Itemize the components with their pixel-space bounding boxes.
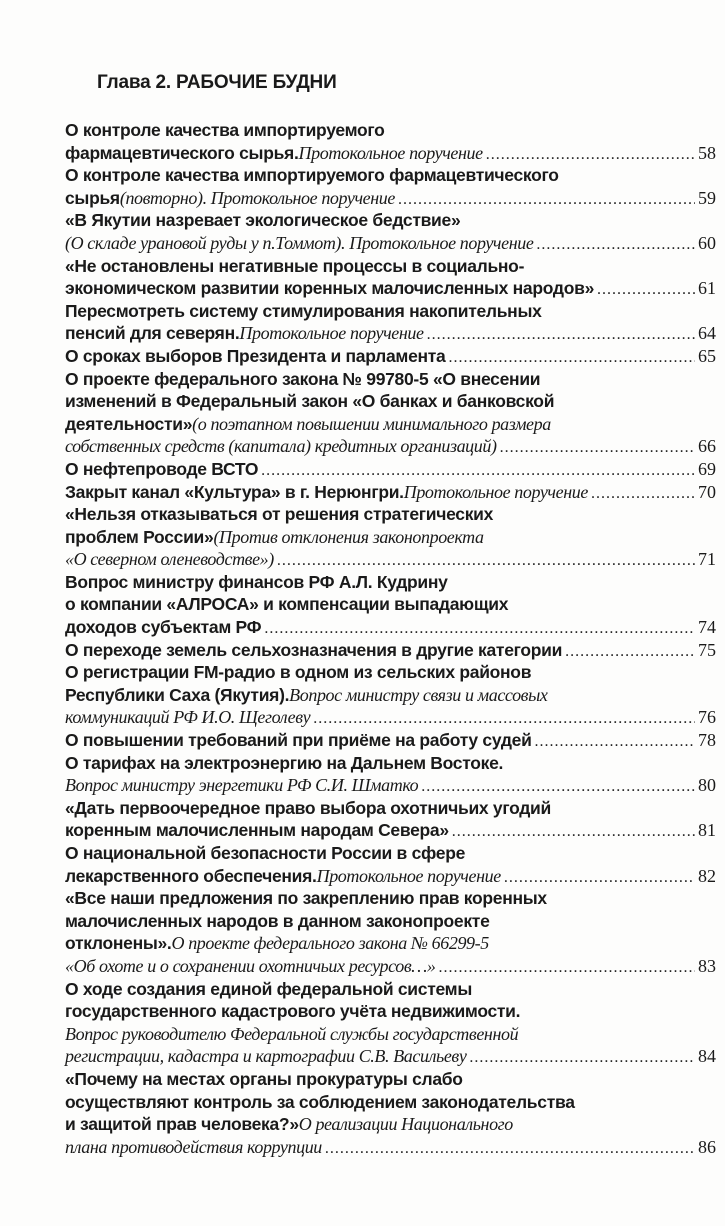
toc-entry-line xyxy=(65,910,716,933)
entry-title-text: осуществляют контроль за соблюдением законодательства xyxy=(65,1091,575,1112)
toc-entry-line xyxy=(65,1023,716,1046)
dot-leader xyxy=(313,708,695,731)
toc-entry-line xyxy=(65,842,716,865)
toc-entry[interactable] xyxy=(65,797,716,842)
dot-leader xyxy=(325,1138,695,1161)
toc-entry-line xyxy=(65,390,716,413)
toc-entry-line xyxy=(65,458,716,481)
toc-entry[interactable] xyxy=(65,639,716,662)
entry-title-text: О повышении требований при приёме на работу судей xyxy=(65,730,532,751)
toc-entry-line xyxy=(65,819,716,842)
dot-leader xyxy=(597,279,695,302)
toc-entry-line xyxy=(65,639,716,662)
entry-title-text: пенсий для северян. xyxy=(65,323,240,344)
toc-entry-line xyxy=(65,142,716,165)
toc-entry[interactable] xyxy=(65,503,716,571)
toc-entry-line xyxy=(65,774,716,797)
entry-note-text: регистрации, кадастра и картографии С.В. Васильеву xyxy=(65,1046,467,1067)
dot-leader xyxy=(277,550,695,573)
entry-title-text: фармацевтического сырья. xyxy=(65,142,299,163)
toc-entry[interactable] xyxy=(65,255,716,300)
entry-title-text: «В Якутии назревает экологическое бедствие» xyxy=(65,210,461,231)
dot-leader xyxy=(264,618,695,641)
toc-entry-line xyxy=(65,684,716,707)
toc-entry[interactable] xyxy=(65,661,716,729)
entry-title-text: о компании «АЛРОСА» и компенсации выпадающих xyxy=(65,594,509,615)
page-number: 59 xyxy=(698,187,716,208)
toc-entry-line xyxy=(65,277,716,300)
page-number: 75 xyxy=(698,639,716,660)
toc-entry-line xyxy=(65,1045,716,1068)
toc-entry[interactable] xyxy=(65,842,716,887)
entry-title-text: изменений в Федеральный закон «О банках и банковской xyxy=(65,391,555,412)
entry-note-text: Протокольное поручение xyxy=(239,323,424,344)
entry-note-text: Протокольное поручение xyxy=(316,865,501,886)
toc-entry[interactable] xyxy=(65,1068,716,1158)
entry-title-text: О нефтепроводе ВСТО xyxy=(65,458,259,479)
page-number: 78 xyxy=(698,730,716,751)
entry-title-text: Пересмотреть систему стимулирования накопительных xyxy=(65,300,542,321)
entry-title-text: деятельности» xyxy=(65,413,193,434)
toc-entry-line xyxy=(65,1136,716,1159)
entry-note-text: О проекте федерального закона № 66299-5 xyxy=(171,933,489,954)
toc-entry-line xyxy=(65,571,716,594)
page-number: 81 xyxy=(698,820,716,841)
toc-entry-line xyxy=(65,209,716,232)
toc-entry-line xyxy=(65,932,716,955)
entry-title-text: «Нельзя отказываться от решения стратегических xyxy=(65,504,494,525)
page-number: 80 xyxy=(698,775,716,796)
toc-entry-line xyxy=(65,526,716,549)
entry-note-text: собственных средств (капитала) кредитных организаций) xyxy=(65,436,497,457)
dot-leader xyxy=(591,483,695,506)
entry-title-text: «Не остановлены негативные процессы в социально- xyxy=(65,255,525,276)
toc-entry-line xyxy=(65,865,716,888)
entry-title-text: Закрыт канал «Культура» в г. Нерюнгри. xyxy=(65,481,404,502)
page-number: 70 xyxy=(698,481,716,502)
entry-title-text: «Все наши предложения по закреплению прав коренных xyxy=(65,888,547,909)
dot-leader xyxy=(500,437,695,460)
entry-title-text: «Дать первоочередное право выбора охотничьих угодий xyxy=(65,797,551,818)
toc-entry-line xyxy=(65,978,716,1001)
toc-entry-line xyxy=(65,616,716,639)
entry-note-text: «О северном оленеводстве») xyxy=(65,549,274,570)
table-of-contents xyxy=(65,119,716,1158)
entry-note-text: Протокольное поручение xyxy=(298,142,483,163)
entry-note-text: Вопрос министру связи и массовых xyxy=(289,684,548,705)
page-number: 65 xyxy=(698,345,716,366)
dot-leader xyxy=(427,324,695,347)
toc-entry-line xyxy=(65,413,716,436)
toc-entry[interactable] xyxy=(65,345,716,368)
entry-title-text: О проекте федерального закона № 99780-5 «О внесении xyxy=(65,368,541,389)
toc-entry[interactable] xyxy=(65,209,716,254)
entry-title-text: сырья xyxy=(65,187,120,208)
toc-entry-line xyxy=(65,187,716,210)
toc-entry-line xyxy=(65,345,716,368)
entry-title-text: О сроках выборов Президента и парламента xyxy=(65,345,446,366)
entry-title-text: проблем России» xyxy=(65,526,214,547)
entry-title-text: О национальной безопасности России в сфере xyxy=(65,843,466,863)
toc-entry-line xyxy=(65,548,716,571)
entry-note-text: плана противодействия коррупции xyxy=(65,1136,322,1157)
toc-entry-line xyxy=(65,255,716,278)
entry-note-text: коммуникаций РФ И.О. Щеголеву xyxy=(65,707,311,728)
dot-leader xyxy=(452,821,695,844)
toc-entry[interactable] xyxy=(65,458,716,481)
dot-leader xyxy=(421,776,695,799)
entry-note-text: «Об охоте и о сохранении охотничьих ресурсов…» xyxy=(65,955,436,976)
entry-title-text: государственного кадастрового учёта недвижимости. xyxy=(65,1001,521,1022)
toc-entry-line xyxy=(65,797,716,820)
toc-entry-line xyxy=(65,481,716,504)
page-number: 86 xyxy=(698,1136,716,1157)
toc-entry-line xyxy=(65,300,716,323)
dot-leader xyxy=(398,189,695,212)
entry-note-text: О реализации Национального xyxy=(298,1114,513,1135)
toc-entry[interactable] xyxy=(65,887,716,977)
toc-entry-line xyxy=(65,322,716,345)
toc-entry-line xyxy=(65,119,716,142)
dot-leader xyxy=(535,731,695,754)
toc-entry[interactable] xyxy=(65,752,716,797)
entry-title-text: О переходе земель сельхозназначения в другие категории xyxy=(65,639,563,660)
dot-leader xyxy=(536,234,695,257)
toc-entry-line xyxy=(65,887,716,910)
page-number: 64 xyxy=(698,323,716,344)
toc-entry-line xyxy=(65,729,716,752)
entry-title-text: О контроле качества импортируемого фармацевтического xyxy=(65,165,559,186)
entry-title-text: отклонены». xyxy=(65,933,172,954)
entry-title-text: экономическом развитии коренных малочисленных народов» xyxy=(65,278,595,299)
entry-title-text: О тарифах на электроэнергию на Дальнем Востоке. xyxy=(65,752,504,773)
dot-leader xyxy=(504,867,695,890)
page-number: 76 xyxy=(698,707,716,728)
toc-entry-line xyxy=(65,503,716,526)
page-number: 71 xyxy=(698,549,716,570)
toc-entry-line xyxy=(65,593,716,616)
chapter-heading: Глава 2. РАБОЧИЕ БУДНИ xyxy=(97,72,337,93)
entry-note-text: (повторно). Протокольное поручение xyxy=(119,187,395,208)
entry-title-text: лекарственного обеспечения. xyxy=(65,865,317,886)
toc-entry[interactable] xyxy=(65,729,716,752)
page-number: 61 xyxy=(698,278,716,299)
toc-entry-line xyxy=(65,1091,716,1114)
dot-leader xyxy=(469,1047,695,1070)
toc-entry[interactable] xyxy=(65,300,716,345)
page-number: 84 xyxy=(698,1046,716,1067)
dot-leader xyxy=(449,347,696,370)
entry-note-text: (Против отклонения законопроекта xyxy=(213,526,484,547)
entry-note-text: Протокольное поручение xyxy=(403,481,588,502)
entry-title-text: и защитой прав человека?» xyxy=(65,1114,299,1135)
toc-entry[interactable] xyxy=(65,119,716,164)
toc-entry[interactable] xyxy=(65,368,716,458)
entry-title-text: доходов субъектам РФ xyxy=(65,617,262,638)
toc-entry-line xyxy=(65,368,716,391)
entry-title-text: О контроле качества импортируемого xyxy=(65,120,385,140)
page-number: 66 xyxy=(698,436,716,457)
entry-title-text: Республики Саха (Якутия). xyxy=(65,684,290,705)
toc-entry-line xyxy=(65,706,716,729)
page-number: 69 xyxy=(698,458,716,479)
dot-leader xyxy=(565,641,695,664)
entry-title-text: «Почему на местах органы прокуратуры слабо xyxy=(65,1068,463,1089)
entry-title-text: О регистрации FM-радио в одном из сельских районов xyxy=(65,662,532,683)
page-number: 74 xyxy=(698,617,716,638)
page-number: 60 xyxy=(698,232,716,253)
dot-leader xyxy=(438,957,695,980)
toc-entry-line xyxy=(65,232,716,255)
entry-title-text: О ходе создания единой федеральной системы xyxy=(65,978,472,999)
toc-entry-line xyxy=(65,1000,716,1023)
entry-note-text: (О складе урановой руды у п.Томмот). Протокольное поручение xyxy=(65,232,534,253)
entry-note-text: Вопрос министру энергетики РФ С.И. Шматко xyxy=(65,775,419,796)
toc-entry-line xyxy=(65,661,716,684)
entry-title-text: Вопрос министру финансов РФ А.Л. Кудрину xyxy=(65,571,448,592)
page-number: 83 xyxy=(698,955,716,976)
toc-entry-line xyxy=(65,1068,716,1091)
dot-leader xyxy=(486,144,695,167)
toc-entry-line xyxy=(65,955,716,978)
toc-entry[interactable] xyxy=(65,978,716,1068)
page-number: 82 xyxy=(698,865,716,886)
entry-note-text: Вопрос руководителю Федеральной службы государственной xyxy=(65,1023,519,1044)
page-number: 58 xyxy=(698,142,716,163)
entry-title-text: коренным малочисленным народам Севера» xyxy=(65,820,449,841)
toc-entry[interactable] xyxy=(65,164,716,209)
toc-entry[interactable] xyxy=(65,571,716,639)
toc-entry-line xyxy=(65,435,716,458)
toc-entry-line xyxy=(65,1113,716,1136)
entry-title-text: малочисленных народов в данном законопроекте xyxy=(65,910,490,931)
toc-entry-line xyxy=(65,752,716,775)
toc-entry-line xyxy=(65,164,716,187)
toc-entry[interactable] xyxy=(65,481,716,504)
entry-note-text: (о поэтапном повышении минимального размера xyxy=(192,413,551,434)
dot-leader xyxy=(261,460,695,483)
